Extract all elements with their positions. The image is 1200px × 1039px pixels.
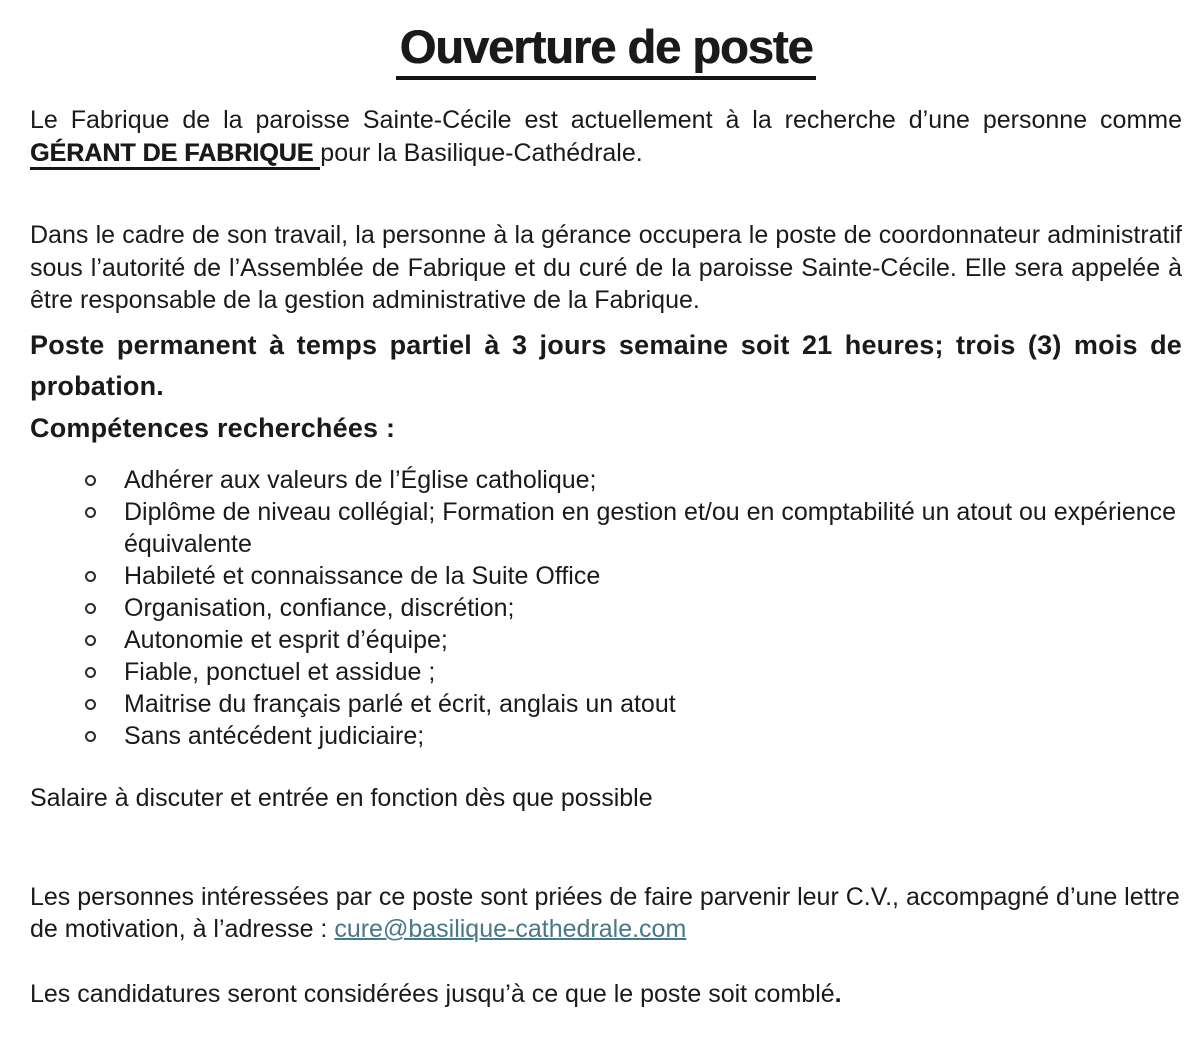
job-title-emphasis: GÉRANT DE FABRIQUE [30,139,320,170]
skill-item [30,656,1182,688]
skill-text: Diplôme de niveau collégial; Formation en gestion et/ou en comptabilité un atout ou expérience équivalente [124,498,1177,559]
closing-paragraph [30,978,1182,1011]
circle-bullet-icon [85,699,96,710]
skill-item [30,592,1182,624]
closing-period: . [834,979,842,1008]
skills-heading: Compétences recherchées : [30,413,396,444]
circle-bullet-icon [85,603,96,614]
skill-text: Autonomie et esprit d’équipe; [124,626,448,655]
closing-text: Les candidatures seront considérées jusqu’à ce que le poste soit comblé [30,979,835,1008]
skill-item [30,496,1182,560]
email-link[interactable]: cure@basilique-cathedrale.com [334,915,687,944]
skill-item [30,560,1182,592]
skill-item [30,720,1182,752]
circle-bullet-icon [85,731,96,742]
apply-paragraph [30,881,1182,946]
position-statement: Poste permanent à temps partiel à 3 jours semaine soit 21 heures; trois (3) mois de probation. [30,329,1182,402]
salary-line: Salaire à discuter et entrée en fonction dès que possible [30,784,653,813]
title-row [30,20,1182,80]
skill-item [30,688,1182,720]
skills-list [30,464,1182,752]
skill-text: Habileté et connaissance de la Suite Office [124,562,601,591]
circle-bullet-icon [85,475,96,486]
apply-text: Les personnes intéressées par ce poste sont priées de faire parvenir leur C.V., accompagné d’une lettre de motivation, à l’adresse : [30,882,1180,944]
skill-text: Adhérer aux valeurs de l’Église catholique; [124,466,597,495]
page-title: Ouverture de poste [396,20,817,80]
intro-text-after: pour la Basilique-Cathédrale. [320,138,643,167]
intro-paragraph [30,104,1182,169]
skill-item [30,624,1182,656]
circle-bullet-icon [85,667,96,678]
intro-text-before: Le Fabrique de la paroisse Sainte-Cécile est actuellement à la recherche d’une personne comme [30,106,1182,135]
role-paragraph: Dans le cadre de son travail, la personne à la gérance occupera le poste de coordonnateur administratif sous l’autorité de l’Assemblée de Fabrique et du curé de la paroisse Sainte-Cécile. Elle sera appelée à être responsable de la gestion administrative de la Fabrique. [30,221,1182,315]
circle-bullet-icon [85,507,96,518]
circle-bullet-icon [85,635,96,646]
skill-text: Fiable, ponctuel et assidue ; [124,658,436,687]
skill-text: Sans antécédent judiciaire; [124,722,425,751]
skill-text: Maitrise du français parlé et écrit, anglais un atout [124,690,676,719]
skill-text: Organisation, confiance, discrétion; [124,594,515,623]
skill-item [30,464,1182,496]
circle-bullet-icon [85,571,96,582]
